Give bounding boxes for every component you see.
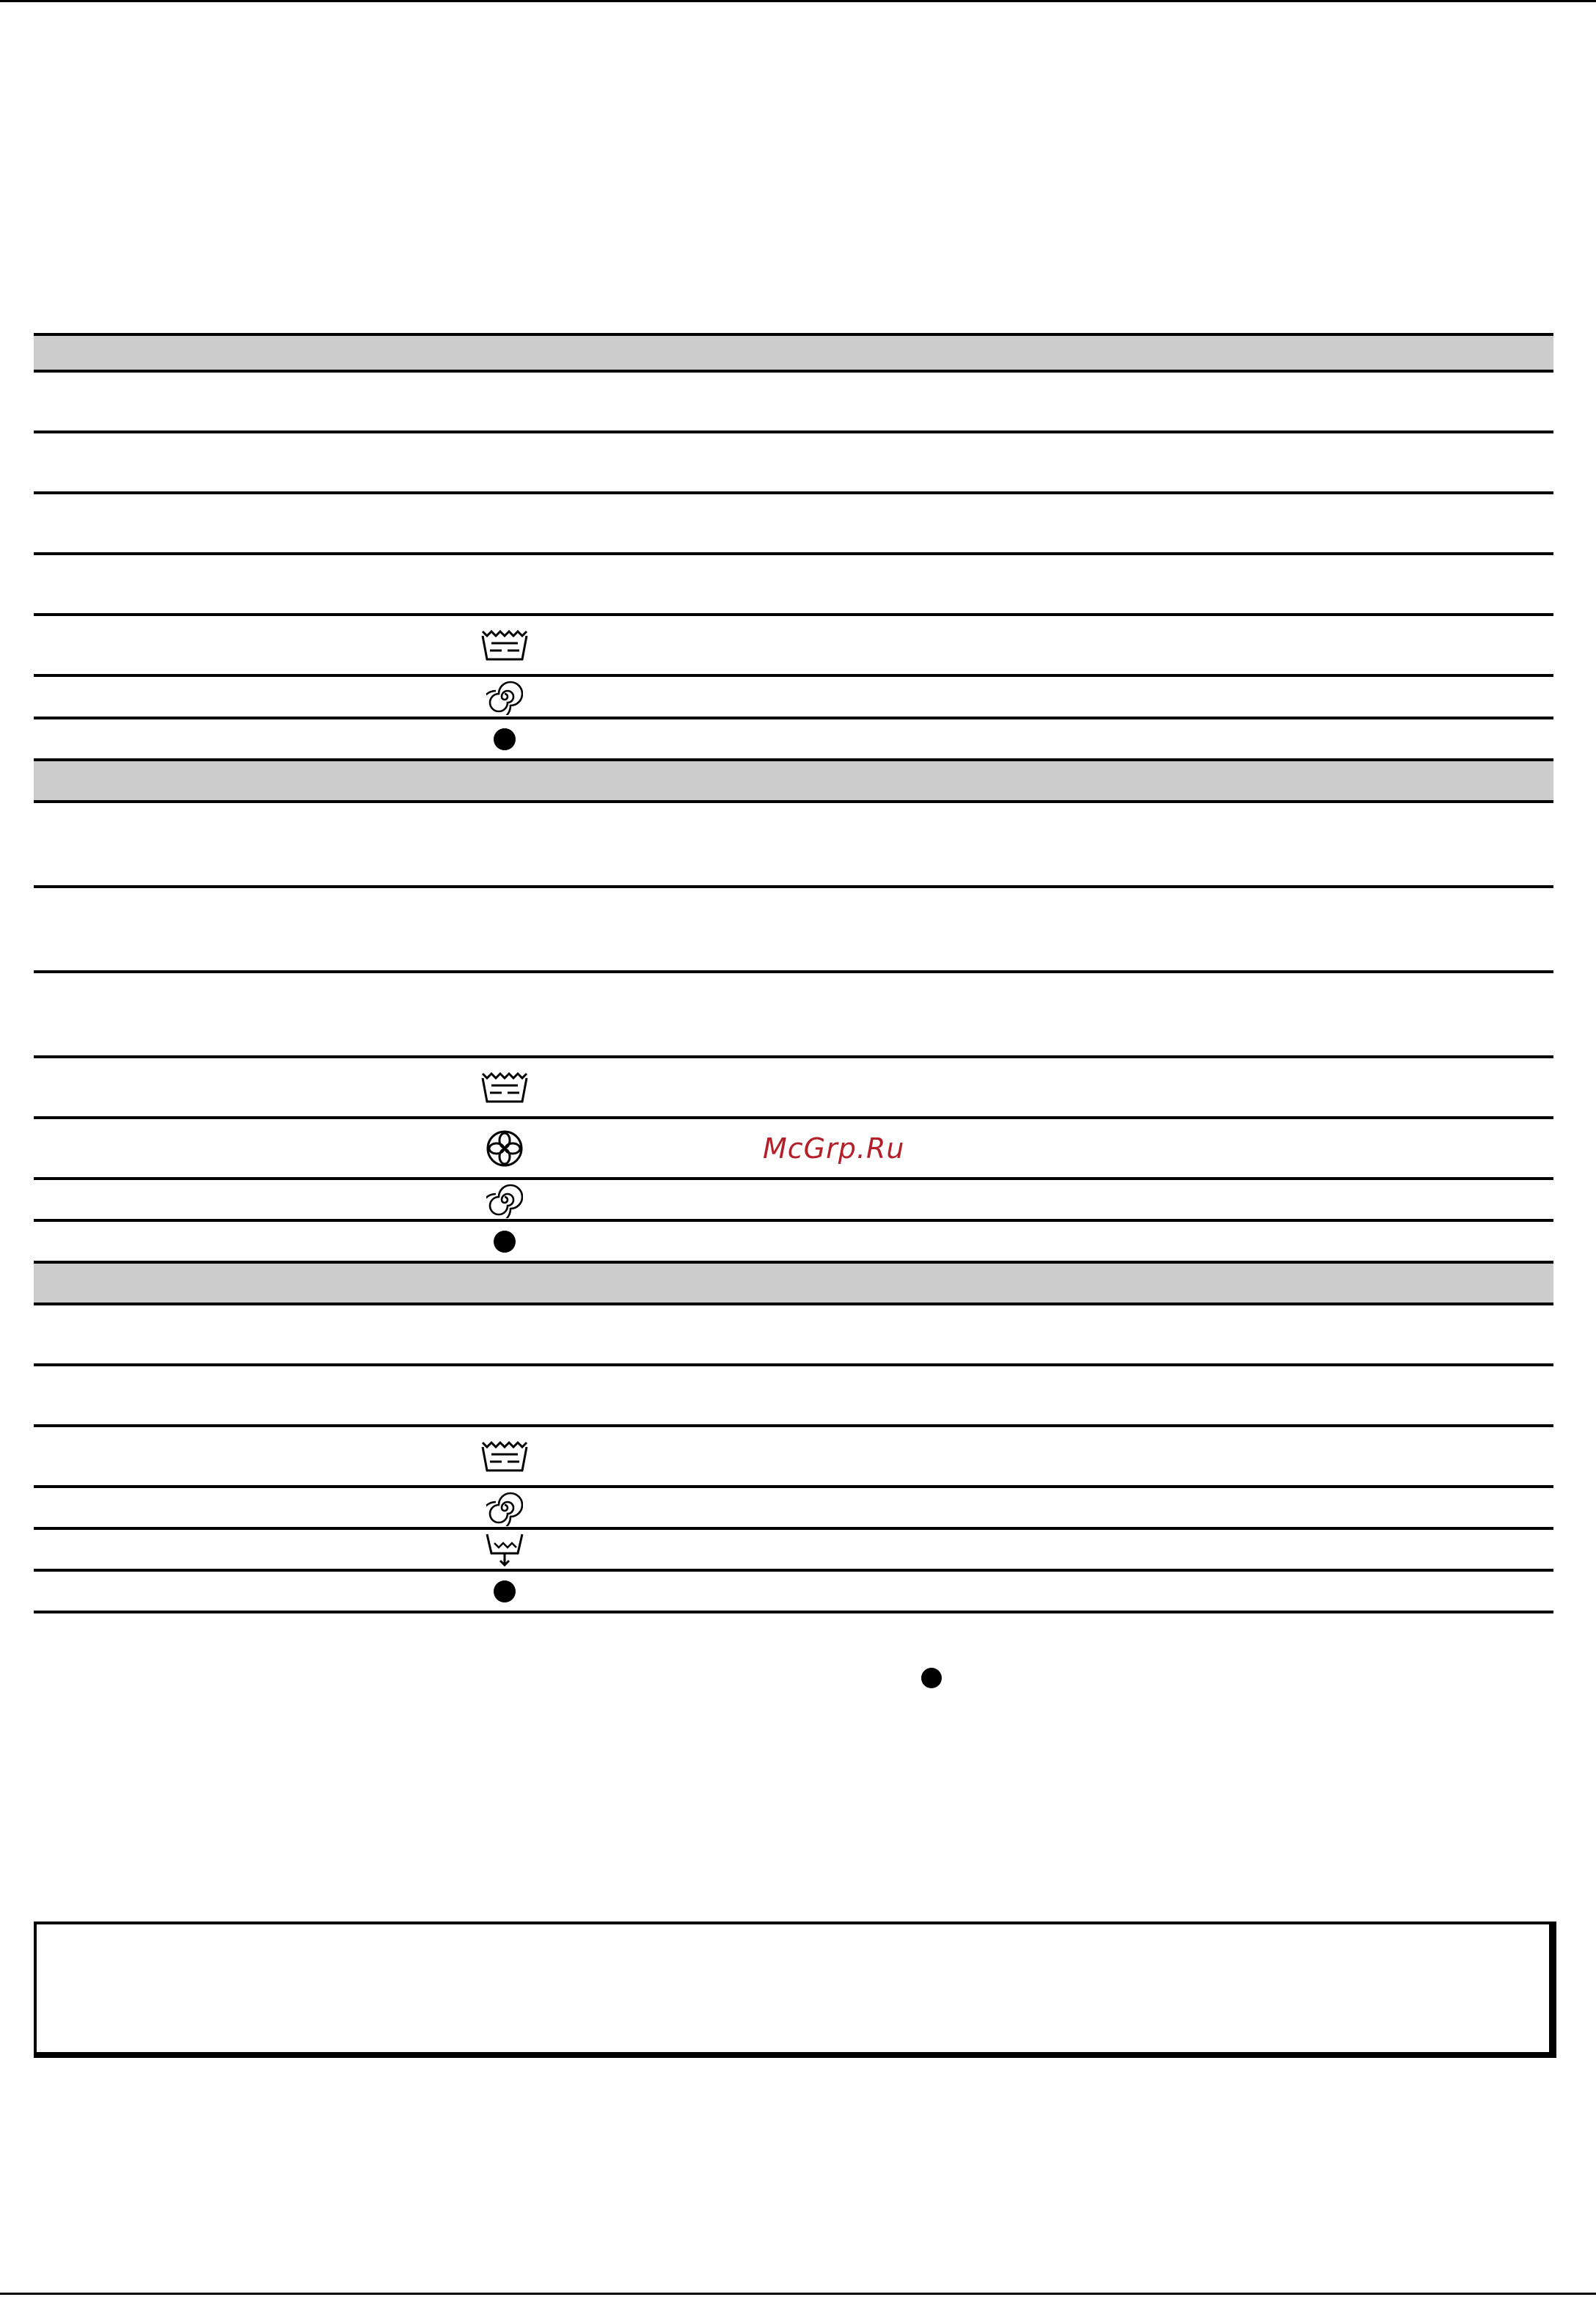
end-dot-icon [468,1220,541,1264]
spin-spiral-icon [468,1486,541,1530]
table-row [34,803,1553,888]
table-row [34,677,1553,719]
table-row [34,888,1553,973]
table-row [34,719,1553,761]
table-row [34,1366,1553,1427]
table-row [34,973,1553,1058]
end-dot-icon [468,1569,541,1613]
end-dot-icon [468,717,541,761]
softener-flower-icon [468,1126,541,1171]
table-row [34,616,1553,677]
top-rule [0,0,1596,2]
table-row [34,1488,1553,1530]
wash-tub-icon [468,1066,541,1110]
table-row [34,1119,1553,1180]
table-row [34,1180,1553,1222]
spin-spiral-icon [468,1178,541,1222]
table-row [34,1427,1553,1488]
table-row [34,1305,1553,1366]
table-row [34,494,1553,555]
note-box [34,1922,1556,2058]
wash-tub-icon [468,1435,541,1479]
spin-spiral-icon [468,675,541,719]
table-row [34,555,1553,616]
wash-tub-icon [468,623,541,667]
table-row [34,1222,1553,1264]
watermark-text: McGrp.Ru [763,1132,905,1165]
table-row [34,1058,1553,1119]
section-header-2 [34,761,1553,803]
table-row [34,373,1553,433]
program-table [34,333,1553,1613]
table-row [34,433,1553,494]
table-row [34,1572,1553,1613]
bottom-rule [0,2293,1596,2295]
section-header-3 [34,1264,1553,1305]
table-row [34,1530,1553,1572]
section-header-1 [34,333,1553,373]
note-bullet-icon [921,1668,942,1688]
drain-tub-icon [468,1528,541,1572]
